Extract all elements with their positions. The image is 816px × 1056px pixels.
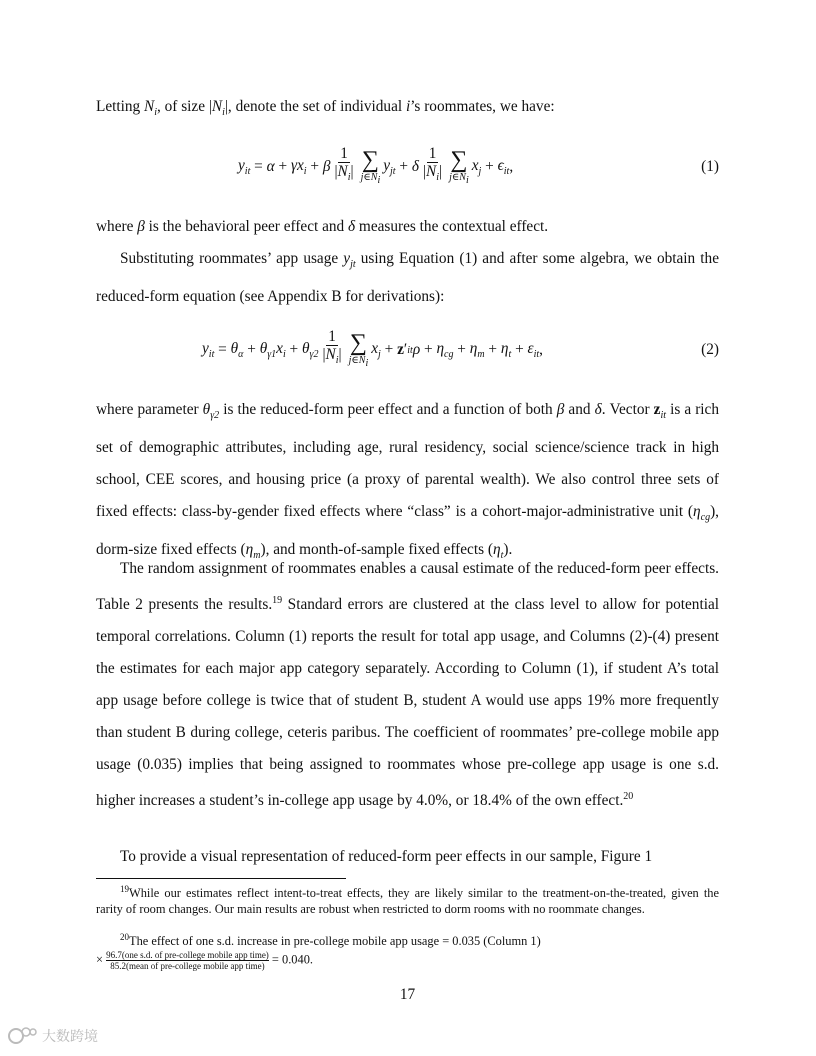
equation-2: $y_{it}$ = $\theta_\alpha$ + $\theta_{\gamma 1}x_i$ + $\theta_{\gamma 2}$ $\frac{1}{|N_i|}$ ∑ $j\in N_i$ $x_j$ + z ′ it ρ + $\eta_{cg}$ + $\eta_m$ + $\eta_t$ + $\varepsilon_{it}$ , (2): [96, 320, 719, 380]
footnote-rule: [96, 878, 346, 879]
watermark-logo-icon: [8, 1026, 38, 1046]
watermark: 大数跨境: [8, 1026, 98, 1046]
paragraph-visual: To provide a visual representation of reduced-form peer effects in our sample, Figure 1: [120, 848, 653, 865]
paragraph-peer-effect: where β is the behavioral peer effect and δ measures the contextual effect.: [96, 218, 549, 235]
footnote-ref-20[interactable]: 20: [623, 791, 634, 803]
equation-1: $y_{it}$ = α + $\gamma x_i$ + β $\frac{1}{|N_i|}$ ∑ $j\in N_i$ $y_{jt}$ + δ $\frac{1}{|N_i|}$ ∑ $j\in N_i$ $x_j$ + $\epsilon_{it}$ , (1): [96, 137, 719, 197]
footnote-19: $^{19}$While our estimates reflect intent-to-treat effects, they are likely similar to the treatment-on-the-treated, given the rarity of room changes. Our main results are robust when restricted to dorm rooms with no roommate changes.: [96, 884, 719, 916]
equation-2-number: (2): [701, 341, 719, 358]
paragraph-results: The random assignment of roommates enables a causal estimate of the reduced-form peer effects. Table 2 presents the results.$^{19}$ Standard errors are clustered at the class level to allow for potential temporal correlations. Column (1) reports the result for total app usage, and Columns (2)-(4) present the estimates for each major app category separately. According to Column (1), if student A’s total app usage before college is twice that of student B, student A would use apps 19% more frequently than student B during college, ceteris paribus. The coefficient of roommates’ pre-college mobile app usage (0.035) implies that being assigned to roommates whose pre-college app usage is one s.d. higher increases a student’s in-college app usage by 4.0%, or 18.4% of the own effect.$^{20}$: [96, 560, 719, 810]
paragraph-substitution: Substituting roommates’ app usage $y_{jt}$ using Equation (1) and after some algebra, we obtain the reduced-form equation (see Appendix B for derivations):: [96, 250, 719, 306]
page-number: 17: [399, 986, 416, 1003]
footnote-20: $^{20}$The effect of one s.d. increase in pre-college mobile app usage = 0.035 (Column 1) × 96.7(one s.d. of pre-college mobile app time) 85.2(mean of pre-college mobile app time) = 0.040.: [96, 932, 541, 971]
footnote-ref-19[interactable]: 19: [272, 595, 283, 606]
paragraph-intro: Letting $N_i$, of size $|N_i|$, denote the set of individual i’s roommates, we have:: [96, 98, 555, 119]
equation-1-number: (1): [701, 158, 719, 175]
paragraph-parameters: where parameter $\theta_{\gamma 2}$ is the reduced-form peer effect and a function of both β and δ. Vector $z_{it}$ is a rich set of demographic attributes, including age, rural residency, social science/science track in high school, CEE scores, and housing price (a proxy of parental wealth). We also control three sets of fixed effects: class-by-gender fixed effects where “class” is a cohort-major-administrative unit $(\eta_{cg})$, dorm-size fixed effects $(\eta_m)$, and month-of-sample fixed effects $(\eta_t)$.: [96, 401, 719, 562]
